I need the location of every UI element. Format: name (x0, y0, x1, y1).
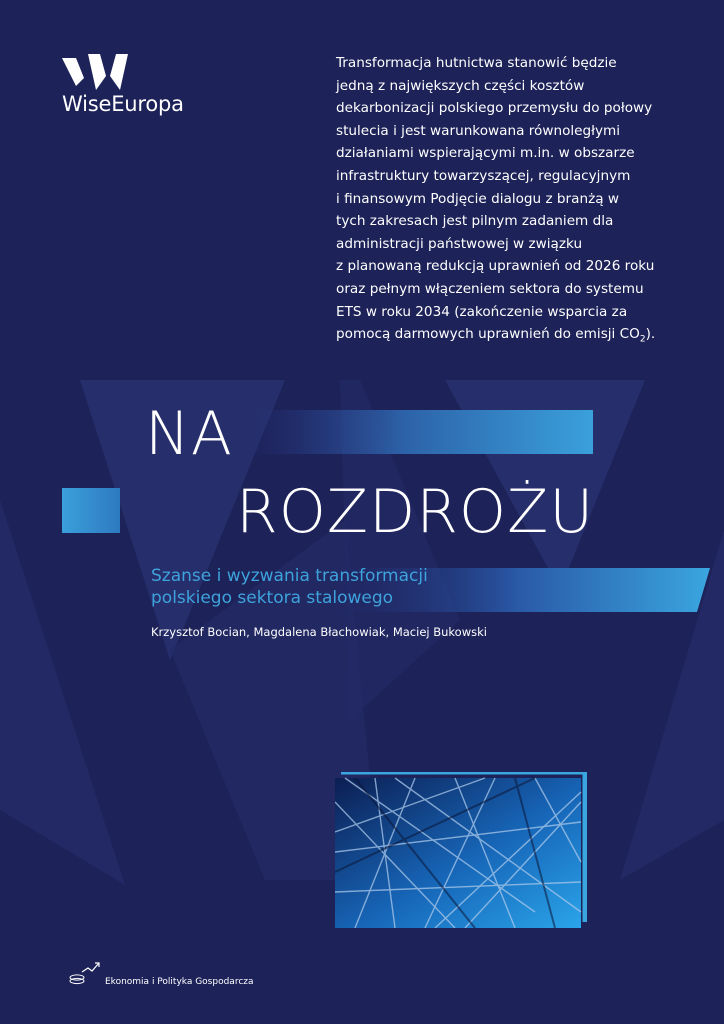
intro-line: dekarbonizacji polskiego przemysłu do połowy (336, 100, 653, 117)
intro-line: tych zakresach jest pilnym zadaniem dla (336, 213, 614, 230)
title-line-1: NA (145, 399, 233, 469)
intro-last-text: pomocą darmowych uprawnień do emisji CO (336, 326, 640, 343)
accent-bar-top (248, 410, 593, 454)
accent-bar-left (62, 488, 120, 533)
bg-triangle-left-edge (0, 500, 125, 885)
intro-paragraph (336, 52, 681, 351)
brand-name: WiseEuropa (62, 92, 184, 116)
intro-line-last (336, 323, 681, 351)
intro-line: działaniami wspierającymi m.in. w obszarze (336, 145, 635, 162)
co2-subscript: 2 (639, 334, 646, 345)
intro-last-suffix: ). (645, 326, 656, 343)
intro-line: oraz pełnym włączeniem sektora do systemu (336, 280, 644, 297)
series-name: Ekonomia i Polityka Gospodarcza (105, 977, 254, 987)
intro-line: jedną z największych części kosztów (336, 77, 585, 94)
subtitle-line-1: Szanse i wyzwania transformacji (151, 566, 428, 586)
intro-line: administracji państwowej w związku (336, 235, 583, 252)
subtitle (151, 565, 511, 609)
intro-line: stulecia i jest warunkowana równoległymi (336, 122, 621, 139)
coins-growth-icon (68, 960, 102, 988)
intro-line: ETS w roku 2034 (zakończenie wsparcia za (336, 303, 628, 320)
intro-line: Transformacja hutnictwa stanowić będzie (336, 55, 617, 71)
intro-line: infrastruktury towarzyszącej, regulacyjnym (336, 167, 631, 184)
steel-structure-photo (335, 772, 587, 928)
intro-line: z planowaną redukcją uprawnień od 2026 roku (336, 258, 655, 275)
intro-line: i finansowym Podjęcie dialogu z branżą w (336, 190, 619, 207)
title-line-2: ROZDROŻU (236, 477, 595, 547)
authors: Krzysztof Bocian, Magdalena Błachowiak, Maciej Bukowski (151, 625, 487, 639)
subtitle-line-2: polskiego sektora stalowego (151, 588, 394, 608)
